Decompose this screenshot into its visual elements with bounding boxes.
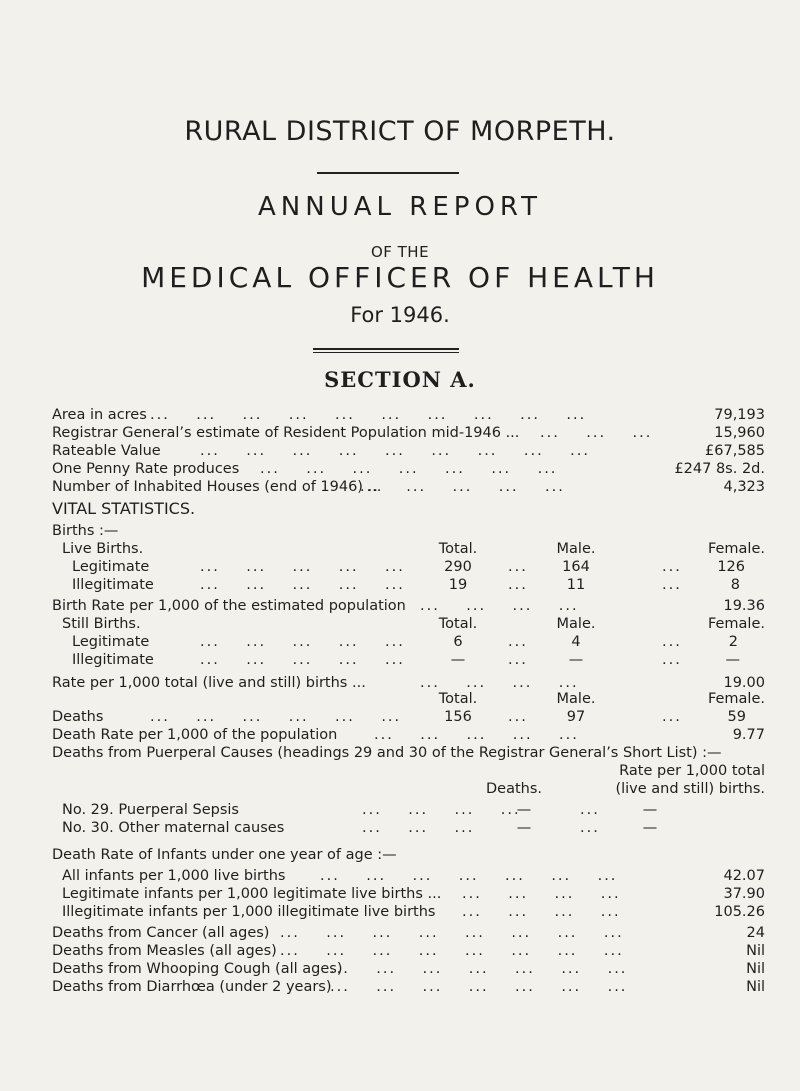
dot-leader: ... <box>508 634 528 650</box>
legitimate-total: 290 <box>444 559 472 575</box>
still-rate-value: 19.00 <box>723 675 765 691</box>
dot-leader: ... ... ... ... ... ... ... ... <box>280 925 624 941</box>
legitimate-label: Legitimate <box>72 559 150 575</box>
birth-rate-label: Birth Rate per 1,000 of the estimated population <box>52 598 406 614</box>
section-rule-thin <box>313 352 459 353</box>
section-rule <box>313 348 459 350</box>
still-births-label: Still Births. <box>62 616 141 632</box>
death-rate-label: Death Rate per 1,000 of the population <box>52 727 338 743</box>
puerperal-sepsis-deaths: — <box>516 802 532 818</box>
infant-legitimate-label: Legitimate infants per 1,000 legitimate live births ... <box>62 886 442 902</box>
still-legitimate-label: Legitimate <box>72 634 150 650</box>
dot-leader: ... <box>508 577 528 593</box>
deaths-male: 97 <box>566 709 586 725</box>
puerperal-sepsis-rate: — <box>642 802 658 818</box>
deaths-female: 59 <box>727 709 746 725</box>
still-rate-label: Rate per 1,000 total (live and still) births ... <box>52 675 366 691</box>
other-maternal-deaths: — <box>516 820 532 836</box>
still-legitimate-male: 4 <box>571 634 581 650</box>
dot-leader: ... ... ... ... ... ... ... ... <box>280 943 624 959</box>
infant-heading: Death Rate of Infants under one year of age :— <box>52 847 397 863</box>
dot-leader: ... ... ... ... ... ... ... ... ... <box>200 443 590 459</box>
area-value: 79,193 <box>714 407 765 423</box>
col-female: Female. <box>707 541 765 557</box>
legitimate-male: 164 <box>562 559 590 575</box>
dot-leader: ... <box>508 709 528 725</box>
col-male: Male. <box>556 616 596 632</box>
still-illegitimate-male: — <box>568 652 584 668</box>
whooping-cough-deaths-label: Deaths from Whooping Cough (all ages) <box>52 961 343 977</box>
moh-title: MEDICAL OFFICER OF HEALTH <box>141 261 659 294</box>
cancer-deaths-value: 24 <box>746 925 765 941</box>
dot-leader: ... ... ... ... ... <box>374 727 579 743</box>
dot-leader: ... ... ... ... <box>362 802 521 818</box>
dot-leader: ... ... ... ... <box>420 675 579 691</box>
title-rule <box>317 172 459 174</box>
col-total: Total. <box>438 616 478 632</box>
measles-deaths-label: Deaths from Measles (all ages) <box>52 943 277 959</box>
live-births-label: Live Births. <box>62 541 144 557</box>
dot-leader: ... <box>508 559 528 575</box>
birth-rate-value: 19.36 <box>723 598 765 614</box>
population-value: 15,960 <box>714 425 765 441</box>
population-label: Registrar General’s estimate of Resident Population mid-1946 ... <box>52 425 520 441</box>
infant-legitimate-value: 37.90 <box>723 886 765 902</box>
measles-deaths-value: Nil <box>746 943 765 959</box>
illegitimate-male: 11 <box>566 577 586 593</box>
diarrhoea-deaths-label: Deaths from Diarrhœa (under 2 years) <box>52 979 332 995</box>
dot-leader: ... <box>580 802 600 818</box>
dot-leader: ... <box>580 820 600 836</box>
dot-leader: ... ... ... ... ... ... ... <box>330 979 628 995</box>
still-illegitimate-total: — <box>450 652 466 668</box>
houses-value: 4,323 <box>723 479 765 495</box>
illegitimate-total: 19 <box>448 577 468 593</box>
vital-statistics-heading: VITAL STATISTICS. <box>52 499 196 518</box>
col-female: Female. <box>707 691 765 707</box>
dot-leader: ... ... ... ... <box>462 886 621 902</box>
col-female: Female. <box>707 616 765 632</box>
rateable-value-label: Rateable Value <box>52 443 161 459</box>
deaths-label: Deaths <box>52 709 104 725</box>
area-label: Area in acres <box>52 407 147 423</box>
rate-header-2: (live and still) births. <box>615 781 765 797</box>
still-illegitimate-female: — <box>725 652 740 668</box>
section-heading: SECTION A. <box>324 367 476 392</box>
dot-leader: ... ... ... ... ... <box>200 652 405 668</box>
dot-leader: ... ... ... ... ... ... ... <box>320 868 618 884</box>
other-maternal-rate: — <box>642 820 658 836</box>
whooping-cough-deaths-value: Nil <box>746 961 765 977</box>
dot-leader: ... ... ... ... ... <box>200 559 405 575</box>
col-total: Total. <box>438 691 478 707</box>
penny-rate-label: One Penny Rate produces <box>52 461 240 477</box>
dot-leader: ... ... ... ... ... <box>200 577 405 593</box>
district-title: RURAL DISTRICT OF MORPETH. <box>184 116 616 147</box>
death-rate-value: 9.77 <box>732 727 765 743</box>
houses-label: Number of Inhabited Houses (end of 1946) ... <box>52 479 382 495</box>
infant-all-value: 42.07 <box>723 868 765 884</box>
dot-leader: ... ... ... ... ... <box>200 634 405 650</box>
dot-leader: ... <box>662 559 682 575</box>
puerperal-heading: Deaths from Puerperal Causes (headings 29 and 30 of the Registrar General’s Short List) :— <box>52 745 722 761</box>
annual-report-title: ANNUAL REPORT <box>258 192 542 222</box>
dot-leader: ... ... ... ... ... <box>360 479 565 495</box>
dot-leader: ... <box>662 652 682 668</box>
cancer-deaths-label: Deaths from Cancer (all ages) <box>52 925 270 941</box>
penny-rate-value: £247 8s. 2d. <box>674 461 765 477</box>
deaths-column-header: Deaths. <box>486 781 543 797</box>
deaths-total: 156 <box>444 709 472 725</box>
dot-leader: ... ... ... <box>362 820 475 836</box>
dot-leader: ... <box>662 634 682 650</box>
births-label: Births :— <box>52 523 119 539</box>
diarrhoea-deaths-value: Nil <box>746 979 765 995</box>
infant-all-label: All infants per 1,000 live births <box>62 868 286 884</box>
dot-leader: ... ... ... ... <box>420 598 579 614</box>
dot-leader: ... ... ... ... ... ... ... <box>330 961 628 977</box>
dot-leader: ... ... ... ... ... ... ... ... ... ... <box>150 407 587 423</box>
dot-leader: ... <box>662 709 682 725</box>
infant-illegitimate-label: Illegitimate infants per 1,000 illegitimate live births <box>62 904 436 920</box>
year-title: For 1946. <box>350 303 450 327</box>
col-total: Total. <box>438 541 478 557</box>
dot-leader: ... ... ... ... ... ... <box>150 709 402 725</box>
dot-leader: ... <box>662 577 682 593</box>
rate-header-1: Rate per 1,000 total <box>619 763 765 779</box>
dot-leader: ... <box>508 652 528 668</box>
dot-leader: ... ... ... ... <box>462 904 621 920</box>
dot-leader: ... ... ... ... ... ... ... <box>260 461 558 477</box>
puerperal-sepsis-label: No. 29. Puerperal Sepsis <box>62 802 239 818</box>
of-the-text: OF THE <box>370 243 430 261</box>
col-male: Male. <box>556 691 596 707</box>
still-illegitimate-label: Illegitimate <box>72 652 154 668</box>
rateable-value: £67,585 <box>705 443 765 459</box>
still-legitimate-total: 6 <box>453 634 463 650</box>
dot-leader: ... ... ... <box>540 425 653 441</box>
illegitimate-female: 8 <box>730 577 740 593</box>
infant-illegitimate-value: 105.26 <box>714 904 765 920</box>
legitimate-female: 126 <box>717 559 745 575</box>
col-male: Male. <box>556 541 596 557</box>
illegitimate-label: Illegitimate <box>72 577 154 593</box>
other-maternal-label: No. 30. Other maternal causes <box>62 820 285 836</box>
still-legitimate-female: 2 <box>728 634 738 650</box>
